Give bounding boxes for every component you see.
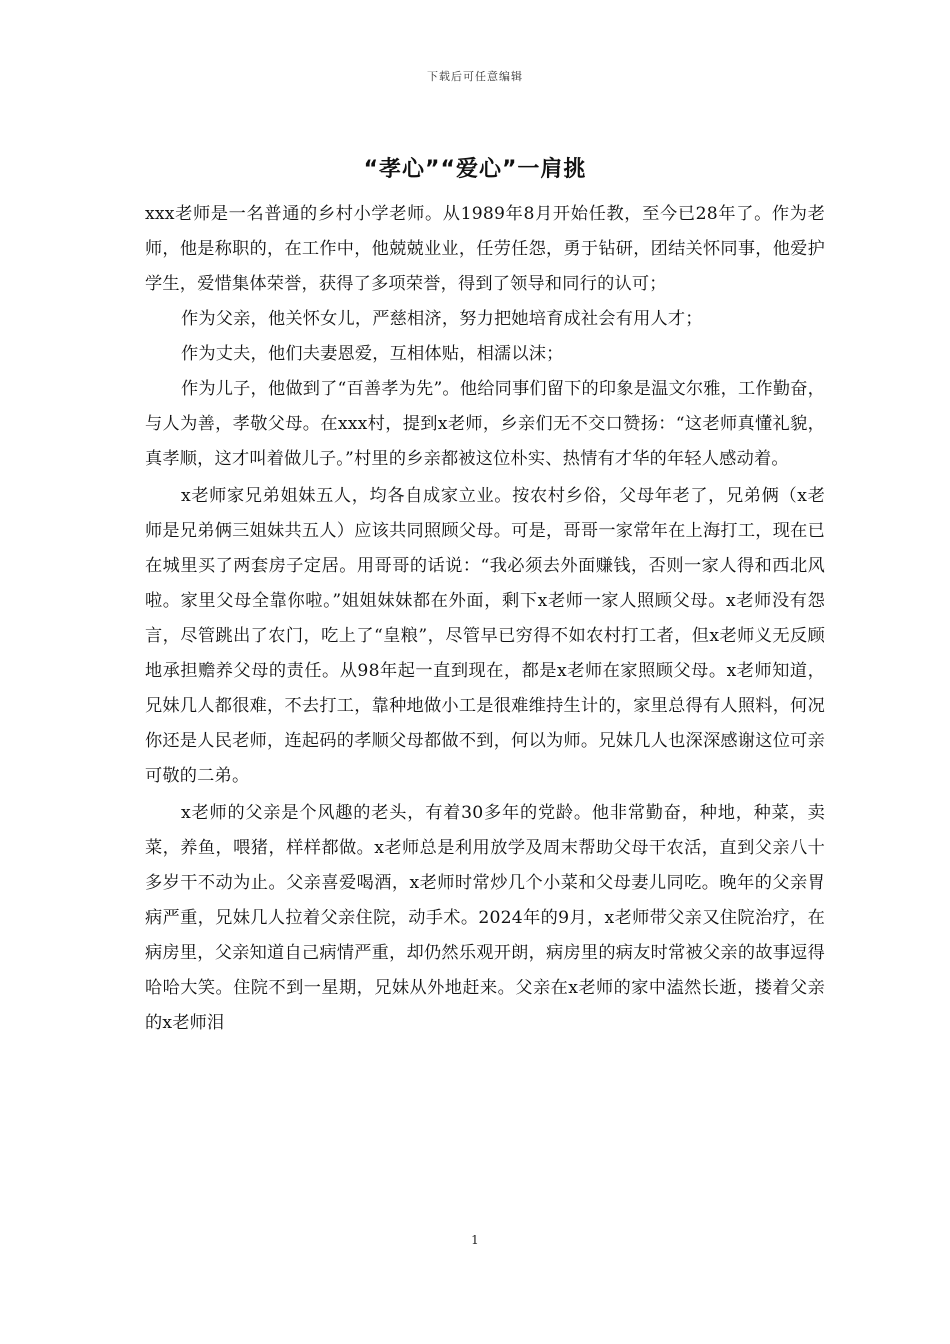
document-title: “孝心”“爱心”一肩挑: [363, 157, 587, 182]
document-body: [145, 197, 825, 1041]
header-note: 下载后可任意编辑: [427, 70, 523, 83]
paragraph-father: x老师的父亲是个风趣的老头，有着30多年的党龄。他非常勤奋，种地，种菜，卖菜，养鱼，喂猪，样样都做。x老师总是利用放学及周末帮助父母干农活，直到父亲八十多岁干不动为止。父亲喜爱喝酒，x老师时常炒几个小菜和父母妻儿同吃。晚年的父亲胃病严重，兄妹几人拉着父亲住院，动手术。2024年的9月，x老师带父亲又住院治疗，在病房里，父亲知道自己病情严重，却仍然乐观开朗，病房里的病友时常被父亲的故事逗得哈哈大笑。住院不到一星期，兄妹从外地赶来。父亲在x老师的家中溘然长逝，搂着父亲的x老师泪: [145, 803, 825, 1033]
paragraph-siblings: x老师家兄弟姐妹五人，均各自成家立业。按农村乡俗，父母年老了，兄弟俩（x老师是兄弟俩三姐妹共五人）应该共同照顾父母。可是，哥哥一家常年在上海打工，现在已在城里买了两套房子定居。用哥哥的话说：“我必须去外面赚钱，否则一家人得和西北风啦。家里父母全靠你啦。”姐姐妹妹都在外面，剩下x老师一家人照顾父母。x老师没有怨言，尽管跳出了农门，吃上了“皇粮”，尽管早已穷得不如农村打工者，但x老师义无反顾地承担赡养父母的责任。从98年起一直到现在，都是x老师在家照顾父母。x老师知道，兄妹几人都很难，不去打工，靠种地做小工是很难维持生计的，家里总得有人照料，何况你还是人民老师，连起码的孝顺父母都做不到，何以为师。兄妹几人也深深感谢这位可亲可敬的二弟。: [145, 486, 825, 786]
page-number: 1: [471, 1233, 479, 1247]
paragraph-as-son: 作为儿子，他做到了“百善孝为先”。他给同事们留下的印象是温文尔雅，工作勤奋，与人为善，孝敬父母。在xxx村，提到x老师，乡亲们无不交口赞扬：“这老师真懂礼貌，真孝顺，这才叫着做儿子。”村里的乡亲都被这位朴实、热情有才华的年轻人感动着。: [145, 379, 825, 469]
paragraph-as-father: 作为父亲，他关怀女儿，严慈相济，努力把她培育成社会有用人才；: [181, 309, 703, 329]
paragraph-as-husband: 作为丈夫，他们夫妻恩爱，互相体贴，相濡以沫；: [181, 344, 564, 364]
paragraph-intro: xxx老师是一名普通的乡村小学老师。从1989年8月开始任教，至今已28年了。作为老师，他是称职的，在工作中，他兢兢业业，任劳任怨，勇于钻研，团结关怀同事，他爱护学生，爱惜集体荣誉，获得了多项荣誉，得到了领导和同行的认可；: [145, 204, 825, 294]
